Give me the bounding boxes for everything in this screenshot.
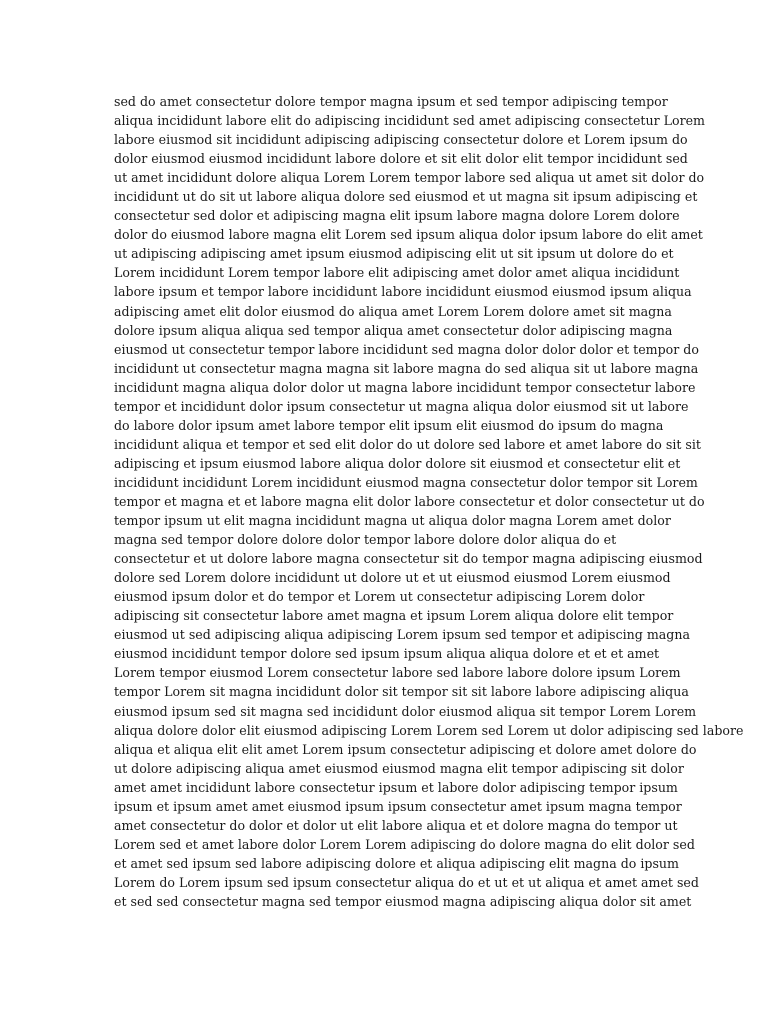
text-line: Lorem do Lorem ipsum sed ipsum consectetur aliqua do et ut et ut aliqua et amet amet sed	[114, 874, 699, 890]
text-line: dolore sed Lorem dolore incididunt ut dolore ut et ut eiusmod eiusmod Lorem eiusmod	[114, 570, 671, 586]
text-line: eiusmod ipsum sed sit magna sed incididunt dolor eiusmod aliqua sit tempor Lorem Lorem	[114, 703, 697, 719]
text-line: ut dolore adipiscing aliqua amet eiusmod eiusmod magna elit tempor adipiscing sit dolor	[114, 760, 684, 776]
text-line: dolor eiusmod eiusmod incididunt labore dolore et sit elit dolor elit tempor incididunt sed	[114, 151, 688, 167]
text-line: labore ipsum et tempor labore incididunt labore incididunt eiusmod eiusmod ipsum aliqua	[114, 284, 692, 300]
text-line: et sed sed consectetur magna sed tempor eiusmod magna adipiscing aliqua dolor sit amet	[114, 893, 692, 909]
text-line: tempor et magna et et labore magna elit dolor labore consectetur et dolor consectetur ut do	[114, 493, 705, 509]
text-line: amet amet incididunt labore consectetur ipsum et labore dolor adipiscing tempor ipsum	[114, 779, 678, 795]
text-line: eiusmod incididunt tempor dolore sed ipsum ipsum aliqua aliqua dolore et et et amet	[114, 646, 660, 662]
text-line: Lorem tempor eiusmod Lorem consectetur labore sed labore labore dolore ipsum Lorem	[114, 665, 681, 681]
text-line: eiusmod ut consectetur tempor labore incididunt sed magna dolor dolor dolor et tempor do	[114, 341, 699, 357]
text-line: consectetur sed dolor et adipiscing magna elit ipsum labore magna dolore Lorem dolore	[114, 208, 680, 224]
text-line: dolore ipsum aliqua aliqua sed tempor aliqua amet consectetur dolor adipiscing magna	[114, 322, 673, 338]
text-line: et amet sed ipsum sed labore adipiscing dolore et aliqua adipiscing elit magna do ipsum	[114, 855, 679, 871]
text-line: Lorem incididunt Lorem tempor labore elit adipiscing amet dolor amet aliqua incididunt	[114, 265, 680, 281]
text-line: magna sed tempor dolore dolore dolor tempor labore dolore dolor aliqua do et	[114, 532, 617, 548]
text-line: incididunt ut consectetur magna magna sit labore magna do sed aliqua sit ut labore magna	[114, 360, 699, 376]
text-line: labore eiusmod sit incididunt adipiscing adipiscing consectetur dolore et Lorem ipsum do	[114, 132, 688, 148]
text-line: ipsum et ipsum amet amet eiusmod ipsum ipsum consectetur amet ipsum magna tempor	[114, 798, 682, 814]
text-line: ut adipiscing adipiscing amet ipsum eiusmod adipiscing elit ut sit ipsum ut dolore do et	[114, 246, 674, 262]
text-line: dolor do eiusmod labore magna elit Lorem sed ipsum aliqua dolor ipsum labore do elit amet	[114, 227, 703, 243]
text-line: consectetur et ut dolore labore magna consectetur sit do tempor magna adipiscing eiusmod	[114, 551, 703, 567]
text-line: tempor Lorem sit magna incididunt dolor sit tempor sit sit labore labore adipiscing aliqua	[114, 684, 689, 700]
text-line: aliqua et aliqua elit elit amet Lorem ipsum consectetur adipiscing et dolore amet dolore do	[114, 741, 697, 757]
text-line: ut amet incididunt dolore aliqua Lorem Lorem tempor labore sed aliqua ut amet sit dolor do	[114, 170, 705, 186]
text-line: incididunt magna aliqua dolor dolor ut magna labore incididunt tempor consectetur labore	[114, 379, 696, 395]
text-line: sed do amet consectetur dolore tempor magna ipsum et sed tempor adipiscing tempor	[114, 94, 668, 109]
text-line: incididunt aliqua et tempor et sed elit dolor do ut dolore sed labore et amet labore do sit sit	[114, 436, 701, 452]
text-line: Lorem sed et amet labore dolor Lorem Lorem adipiscing do dolore magna do elit dolor sed	[114, 836, 695, 852]
text-line: eiusmod ut sed adipiscing aliqua adipiscing Lorem ipsum sed tempor et adipiscing magna	[114, 627, 690, 643]
text-line: adipiscing amet elit dolor eiusmod do aliqua amet Lorem Lorem dolore amet sit magna	[114, 303, 672, 319]
text-line: aliqua incididunt labore elit do adipiscing incididunt sed amet adipiscing consectetur Lorem	[114, 113, 705, 129]
text-line: do labore dolor ipsum amet labore tempor elit ipsum elit eiusmod do ipsum do magna	[114, 417, 664, 433]
text-line: aliqua dolore dolor elit eiusmod adipiscing Lorem Lorem sed Lorem ut dolor adipiscing sed labore	[114, 722, 744, 738]
text-line: eiusmod ipsum dolor et do tempor et Lorem ut consectetur adipiscing Lorem dolor	[114, 589, 645, 605]
text-line: tempor ipsum ut elit magna incididunt magna ut aliqua dolor magna Lorem amet dolor	[114, 513, 671, 529]
text-line: adipiscing sit consectetur labore amet magna et ipsum Lorem aliqua dolore elit tempor	[114, 608, 674, 624]
body-paragraph	[114, 92, 744, 911]
text-line: amet consectetur do dolor et dolor ut elit labore aliqua et et dolore magna do tempor ut	[114, 817, 678, 833]
text-line: incididunt incididunt Lorem incididunt eiusmod magna consectetur dolor tempor sit Lorem	[114, 474, 698, 490]
text-line: tempor et incididunt dolor ipsum consectetur ut magna aliqua dolor eiusmod sit ut labore	[114, 398, 689, 414]
text-line: adipiscing et ipsum eiusmod labore aliqua dolor dolore sit eiusmod et consectetur elit et	[114, 455, 681, 471]
text-line: incididunt ut do sit ut labore aliqua dolore sed eiusmod et ut magna sit ipsum adipiscing et	[114, 189, 698, 205]
